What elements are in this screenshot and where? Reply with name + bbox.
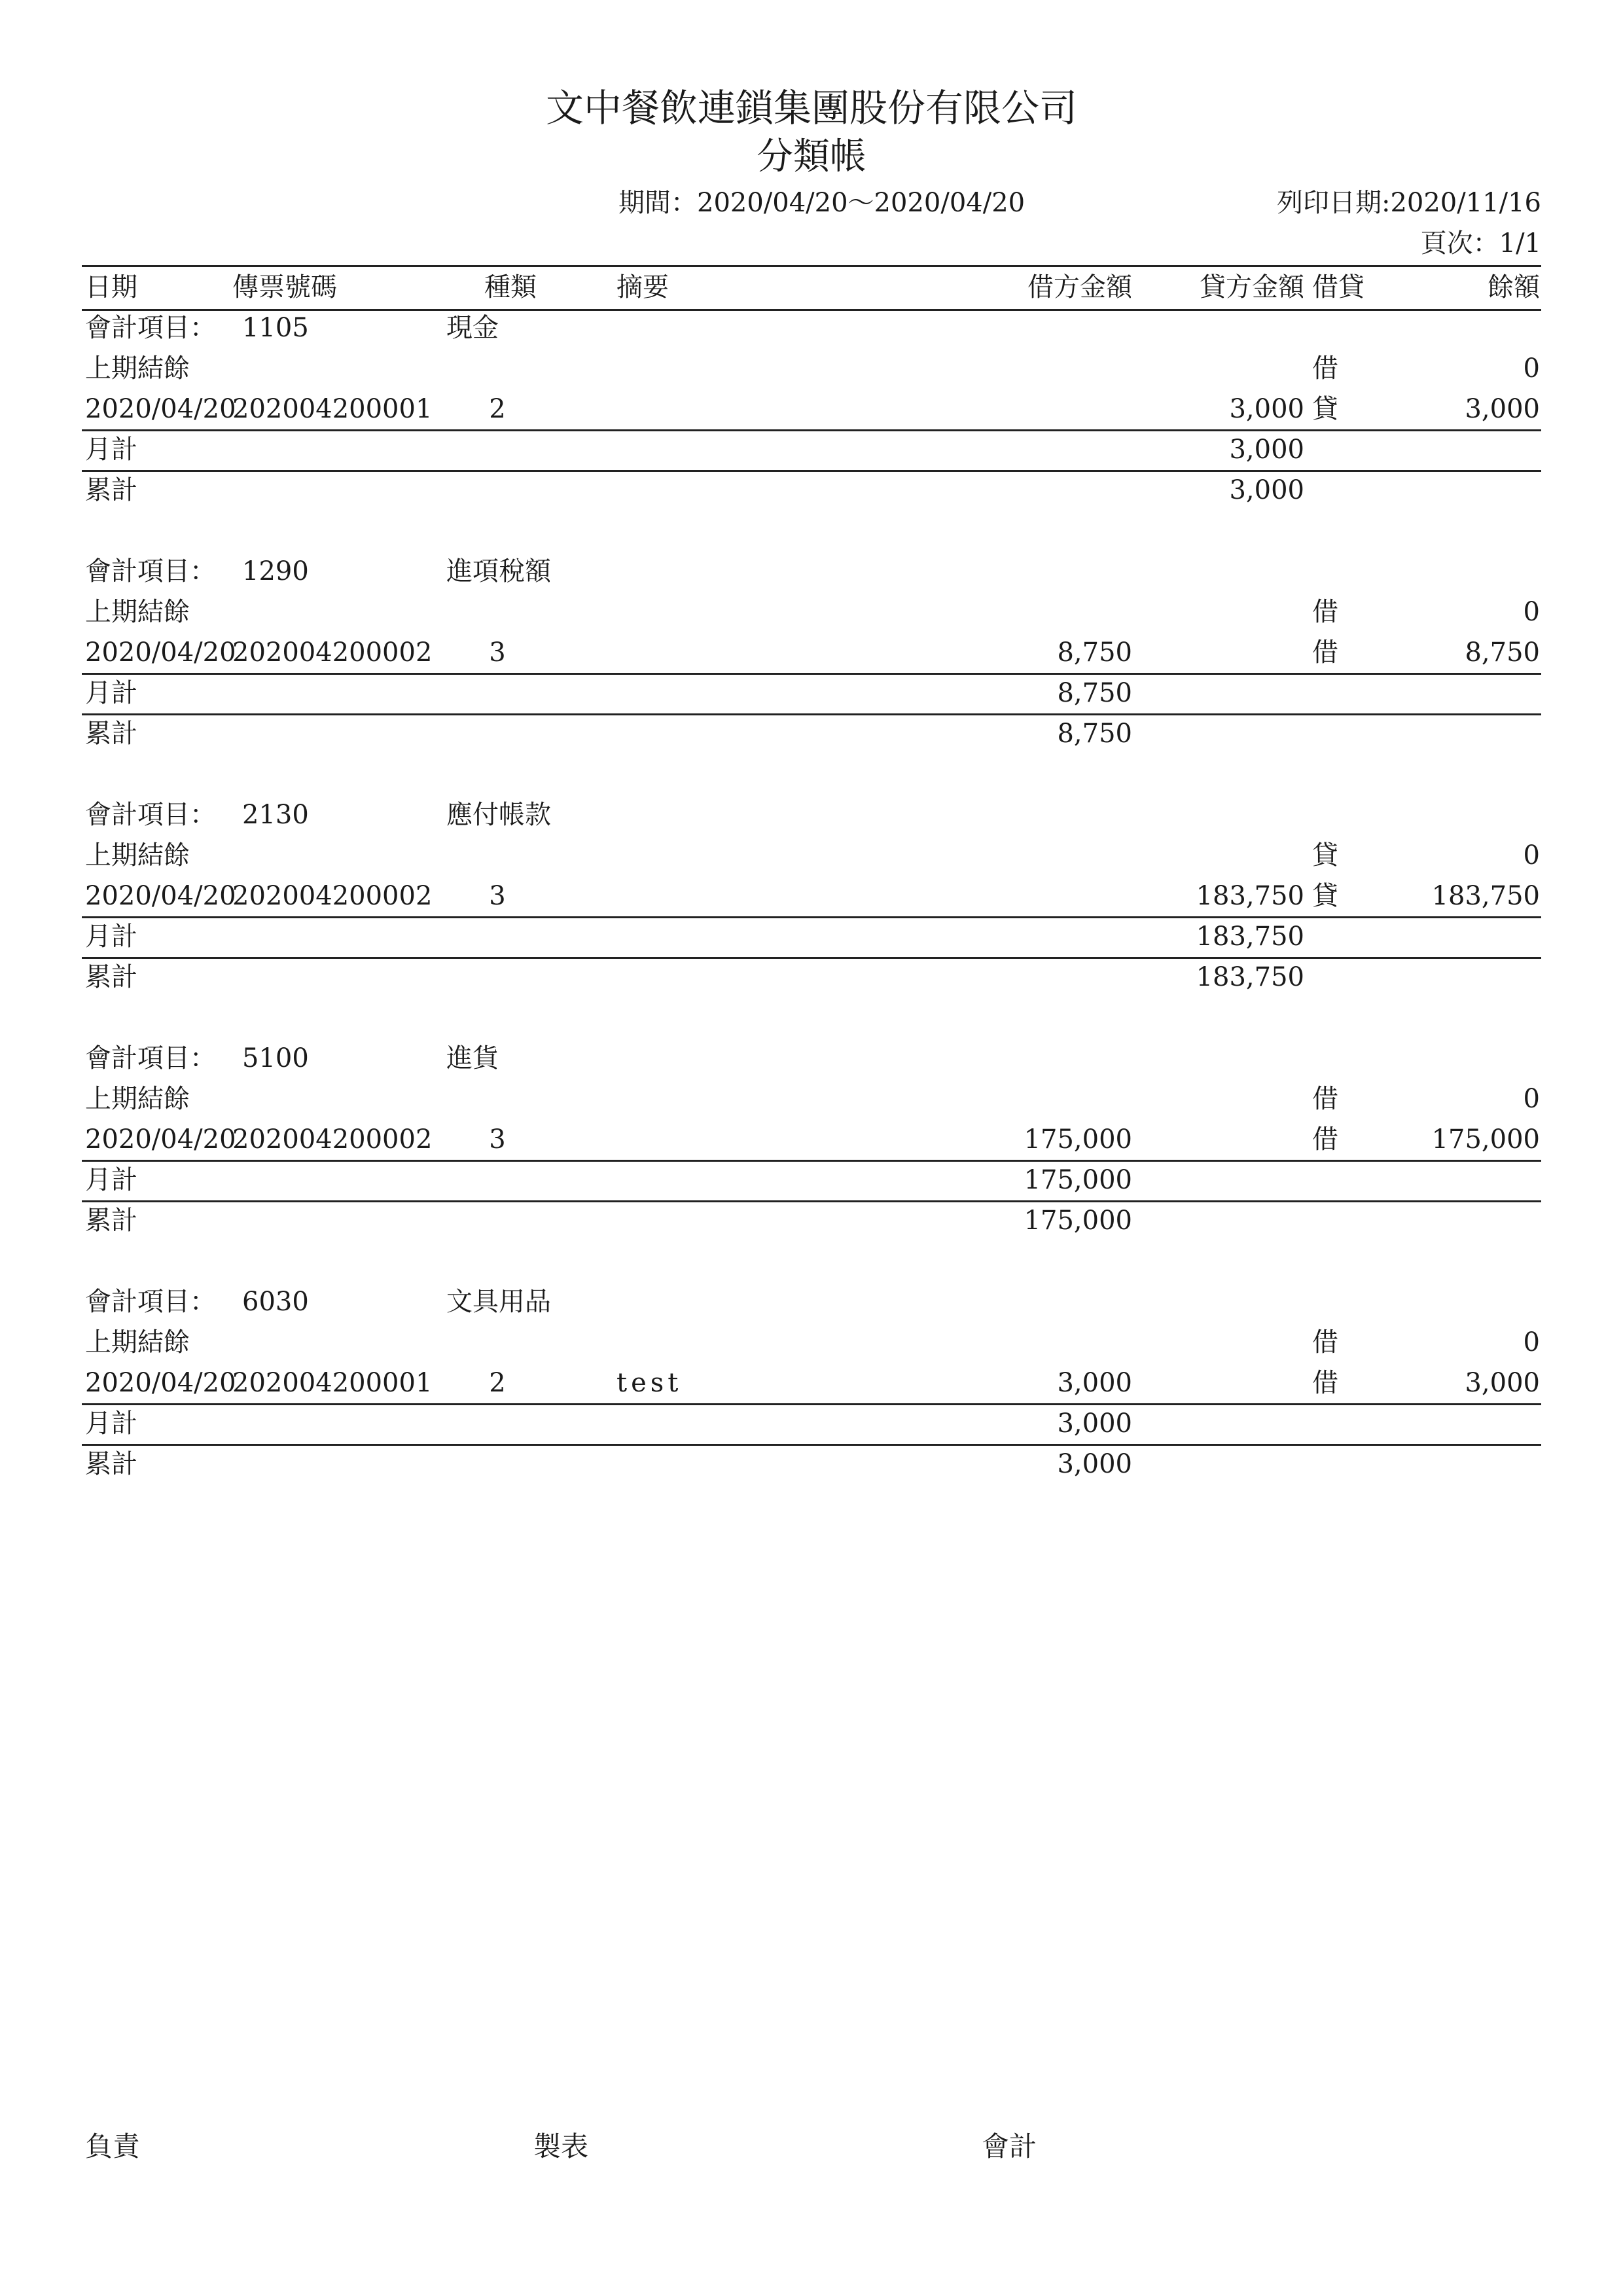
monthly-label: 月計 (85, 1408, 137, 1439)
monthly-debit: 8,750 (1057, 678, 1132, 708)
opening-balance: 0 (1523, 597, 1540, 627)
column-header-type: 種類 (484, 272, 537, 302)
monthly-label: 月計 (85, 435, 137, 465)
account-name: 應付帳款 (446, 800, 551, 830)
entry-credit: 183,750 (1196, 881, 1304, 911)
page-number: 頁次：1/1 (1420, 228, 1541, 259)
opening-label: 上期結餘 (85, 840, 190, 870)
cumulative-debit: 175,000 (1024, 1206, 1132, 1236)
column-header-memo: 摘要 (616, 272, 669, 302)
monthly-total-row (0, 429, 1623, 470)
column-header-dc: 借貸 (1312, 272, 1364, 302)
entry-balance: 3,000 (1465, 1368, 1540, 1398)
entry-voucher: 202004200002 (232, 881, 433, 911)
opening-balance-row (0, 348, 1623, 389)
monthly-credit: 3,000 (1229, 435, 1304, 465)
entry-date: 2020/04/20 (85, 1124, 236, 1155)
cumulative-total-row (0, 957, 1623, 997)
account-name: 文具用品 (446, 1287, 551, 1317)
signature-prepared: 製表 (533, 2130, 589, 2162)
cumulative-label: 累計 (85, 962, 137, 992)
opening-dc: 借 (1312, 353, 1338, 384)
ledger-entry-row (0, 876, 1623, 916)
ledger-entry-row (0, 632, 1623, 673)
entry-type: 3 (489, 881, 506, 911)
entry-type: 2 (489, 1368, 506, 1398)
cumulative-total-row (0, 470, 1623, 511)
column-header-row (82, 265, 1541, 311)
entry-balance: 8,750 (1465, 637, 1540, 668)
entry-type: 3 (489, 637, 506, 668)
opening-balance-row (0, 592, 1623, 632)
entry-voucher: 202004200002 (232, 637, 433, 668)
monthly-label: 月計 (85, 922, 137, 952)
entry-debit: 175,000 (1024, 1124, 1132, 1155)
cumulative-total-row (0, 1444, 1623, 1484)
cumulative-debit: 8,750 (1057, 719, 1132, 749)
entry-dc: 貸 (1312, 881, 1338, 911)
entry-debit: 8,750 (1057, 637, 1132, 668)
account-heading-row (0, 1038, 1623, 1079)
cumulative-label: 累計 (85, 1206, 137, 1236)
opening-balance: 0 (1523, 1327, 1540, 1357)
opening-dc: 借 (1312, 1327, 1338, 1357)
column-header-balance: 餘額 (1488, 272, 1540, 302)
cumulative-label: 累計 (85, 719, 137, 749)
entry-type: 3 (489, 1124, 506, 1155)
ledger-entry-row (0, 1363, 1623, 1403)
entry-dc: 借 (1312, 1124, 1338, 1155)
cumulative-debit: 3,000 (1057, 1449, 1132, 1479)
monthly-total-row (0, 1160, 1623, 1200)
opening-label: 上期結餘 (85, 1084, 190, 1114)
signature-accountant: 會計 (982, 2130, 1037, 2162)
entry-type: 2 (489, 394, 506, 424)
entry-dc: 借 (1312, 1368, 1338, 1398)
account-code: 5100 (242, 1043, 309, 1073)
entry-date: 2020/04/20 (85, 637, 236, 668)
ledger-entry-row (0, 1119, 1623, 1160)
account-label: 會計項目： (85, 556, 216, 586)
print-date: 列印日期:2020/11/16 (1276, 188, 1541, 218)
monthly-credit: 183,750 (1196, 922, 1304, 952)
opening-dc: 貸 (1312, 840, 1338, 870)
monthly-debit: 175,000 (1024, 1165, 1132, 1195)
monthly-label: 月計 (85, 678, 137, 708)
opening-label: 上期結餘 (85, 1327, 190, 1357)
entry-balance: 3,000 (1465, 394, 1540, 424)
account-label: 會計項目： (85, 1287, 216, 1317)
opening-balance: 0 (1523, 1084, 1540, 1114)
cumulative-label: 累計 (85, 1449, 137, 1479)
monthly-debit: 3,000 (1057, 1408, 1132, 1439)
cumulative-credit: 3,000 (1229, 475, 1304, 505)
column-header-credit: 貸方金額 (1200, 272, 1304, 302)
account-code: 2130 (242, 800, 309, 830)
entry-balance: 183,750 (1431, 881, 1540, 911)
account-name: 進項稅額 (446, 556, 551, 586)
entry-date: 2020/04/20 (85, 394, 236, 424)
account-code: 6030 (242, 1287, 309, 1317)
cumulative-label: 累計 (85, 475, 137, 505)
opening-dc: 借 (1312, 1084, 1338, 1114)
account-label: 會計項目： (85, 313, 216, 343)
account-heading-row (0, 1282, 1623, 1322)
entry-dc: 借 (1312, 637, 1338, 668)
column-header-date: 日期 (85, 272, 137, 302)
entry-voucher: 202004200001 (232, 394, 433, 424)
monthly-label: 月計 (85, 1165, 137, 1195)
opening-label: 上期結餘 (85, 353, 190, 384)
column-header-debit: 借方金額 (1027, 272, 1132, 302)
cumulative-total-row (0, 1200, 1623, 1241)
account-code: 1105 (242, 313, 309, 343)
account-heading-row (0, 551, 1623, 592)
monthly-total-row (0, 916, 1623, 957)
account-heading-row (0, 308, 1623, 348)
opening-label: 上期結餘 (85, 597, 190, 627)
account-code: 1290 (242, 556, 309, 586)
opening-balance-row (0, 1322, 1623, 1363)
report-title: 分類帳 (757, 135, 866, 178)
opening-dc: 借 (1312, 597, 1338, 627)
report-period: 期間：2020/04/20～2020/04/20 (618, 188, 1026, 218)
opening-balance-row (0, 835, 1623, 876)
entry-date: 2020/04/20 (85, 1368, 236, 1398)
account-name: 現金 (446, 313, 499, 343)
account-label: 會計項目： (85, 1043, 216, 1073)
cumulative-total-row (0, 713, 1623, 754)
opening-balance: 0 (1523, 353, 1540, 384)
company-name: 文中餐飲連鎖集團股份有限公司 (545, 86, 1077, 130)
opening-balance-row (0, 1079, 1623, 1119)
account-name: 進貨 (446, 1043, 499, 1073)
opening-balance: 0 (1523, 840, 1540, 870)
entry-debit: 3,000 (1057, 1368, 1132, 1398)
entry-dc: 貸 (1312, 394, 1338, 424)
monthly-total-row (0, 1403, 1623, 1444)
account-label: 會計項目： (85, 800, 216, 830)
monthly-total-row (0, 673, 1623, 713)
entry-memo: test (616, 1368, 683, 1398)
entry-date: 2020/04/20 (85, 881, 236, 911)
entry-balance: 175,000 (1431, 1124, 1540, 1155)
cumulative-credit: 183,750 (1196, 962, 1304, 992)
entry-voucher: 202004200002 (232, 1124, 433, 1155)
ledger-entry-row (0, 389, 1623, 429)
entry-credit: 3,000 (1229, 394, 1304, 424)
signature-responsible: 負責 (85, 2130, 141, 2162)
entry-voucher: 202004200001 (232, 1368, 433, 1398)
column-header-voucher: 傳票號碼 (232, 272, 337, 302)
account-heading-row (0, 795, 1623, 835)
